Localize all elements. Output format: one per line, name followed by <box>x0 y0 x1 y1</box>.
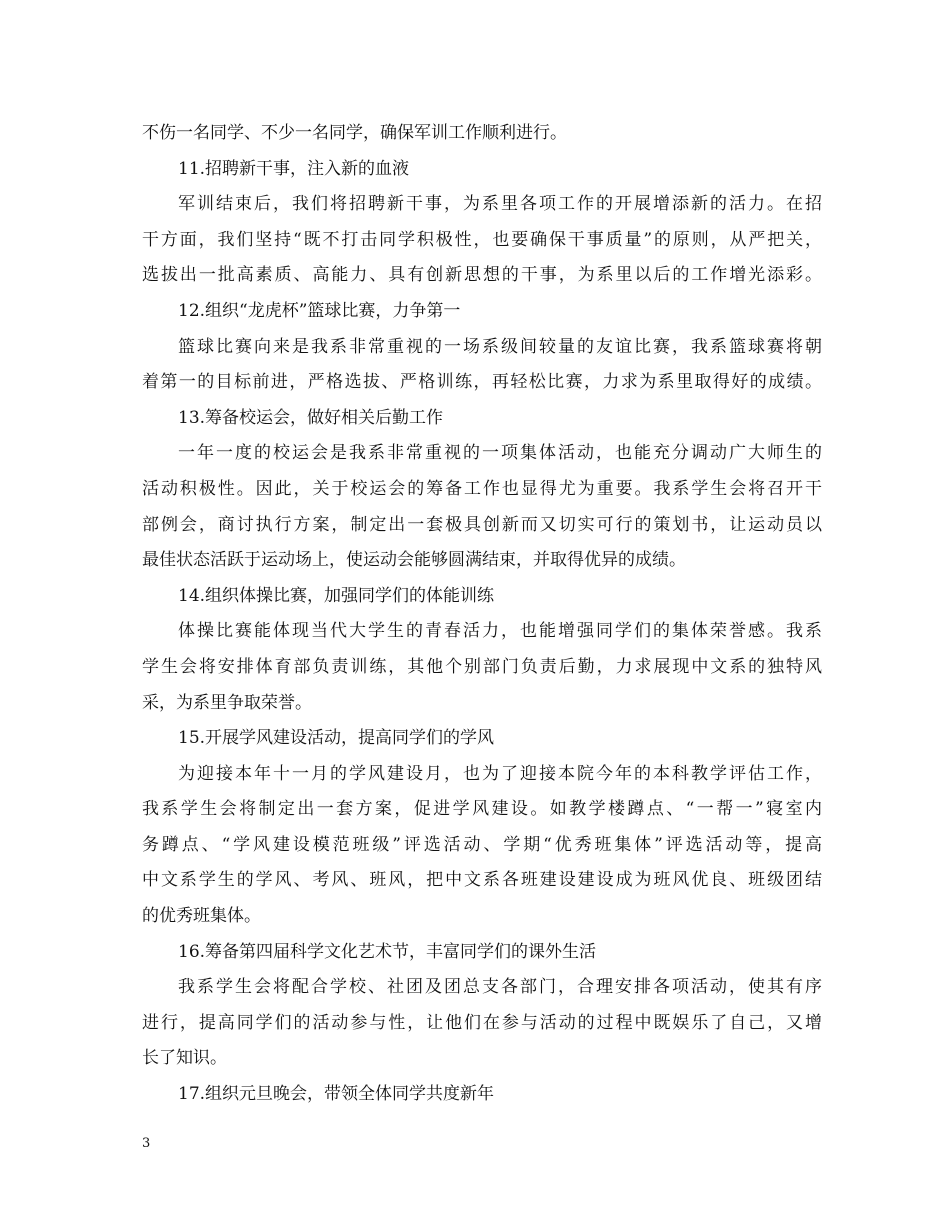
document-body <box>142 116 822 1113</box>
text-line: 部例会，商讨执行方案，制定出一套极具创新而又切实可行的策划书，让运动员以 <box>142 514 822 535</box>
text-line: 长了知识。 <box>142 1048 227 1069</box>
text-line: 最佳状态活跃于运动场上，使运动会能够圆满结束，并取得优异的成绩。 <box>142 550 686 571</box>
text-line: 为迎接本年十一月的学风建设月，也为了迎接本院今年的本科教学评估工作， <box>178 763 822 784</box>
text-line: 选拔出一批高素质、高能力、具有创新思想的干事，为系里以后的工作增光添彩。 <box>142 265 822 286</box>
text-line: 一年一度的校运会是我系非常重视的一项集体活动，也能充分调动广大师生的 <box>178 443 822 464</box>
text-line: 着第一的目标前进，严格选拔、严格训练，再轻松比赛，力求为系里取得好的成绩。 <box>142 372 822 393</box>
section-heading: 14.组织体操比赛，加强同学们的体能训练 <box>178 585 495 606</box>
page-number: 3 <box>142 1136 151 1151</box>
section-heading: 15.开展学风建设活动，提高同学们的学风 <box>178 728 495 749</box>
text-line: 体操比赛能体现当代大学生的青春活力，也能增强同学们的集体荣誉感。我系 <box>178 621 822 642</box>
section-heading: 12.组织“龙虎杯”篮球比赛，力争第一 <box>178 300 461 321</box>
text-line: 学生会将安排体育部负责训练，其他个别部门负责后勤，力求展现中文系的独特风 <box>142 656 822 677</box>
text-line: 的优秀班集体。 <box>142 906 261 927</box>
text-line: 采，为系里争取荣誉。 <box>142 692 312 713</box>
text-line: 进行，提高同学们的活动参与性，让他们在参与活动的过程中既娱乐了自己，又增 <box>142 1012 822 1033</box>
text-line: 篮球比赛向来是我系非常重视的一场系级间较量的友谊比赛，我系篮球赛将朝 <box>178 336 822 357</box>
section-heading: 13.筹备校运会，做好相关后勤工作 <box>178 407 444 428</box>
section-heading: 11.招聘新干事，注入新的血液 <box>178 158 410 179</box>
text-line: 干方面，我们坚持“既不打击同学积极性，也要确保干事质量”的原则，从严把关， <box>142 229 822 250</box>
text-line: 我系学生会将配合学校、社团及团总支各部门，合理安排各项活动，使其有序 <box>178 977 822 998</box>
text-line: 我系学生会将制定出一套方案，促进学风建设。如教学楼蹲点、“一帮一”寝室内 <box>142 799 822 820</box>
text-line: 中文系学生的学风、考风、班风，把中文系各班建设建设成为班风优良、班级团结 <box>142 870 822 891</box>
section-heading: 17.组织元旦晚会，带领全体同学共度新年 <box>178 1084 495 1105</box>
section-heading: 16.筹备第四届科学文化艺术节，丰富同学们的课外生活 <box>178 941 597 962</box>
text-line: 活动积极性。因此，关于校运会的筹备工作也显得尤为重要。我系学生会将召开干 <box>142 478 822 499</box>
text-line: 不伤一名同学、不少一名同学，确保军训工作顺利进行。 <box>142 123 567 143</box>
text-line: 军训结束后，我们将招聘新干事，为系里各项工作的开展增添新的活力。在招 <box>178 194 822 215</box>
text-line: 务蹲点、“学风建设模范班级”评选活动、学期“优秀班集体”评选活动等，提高 <box>142 834 822 855</box>
